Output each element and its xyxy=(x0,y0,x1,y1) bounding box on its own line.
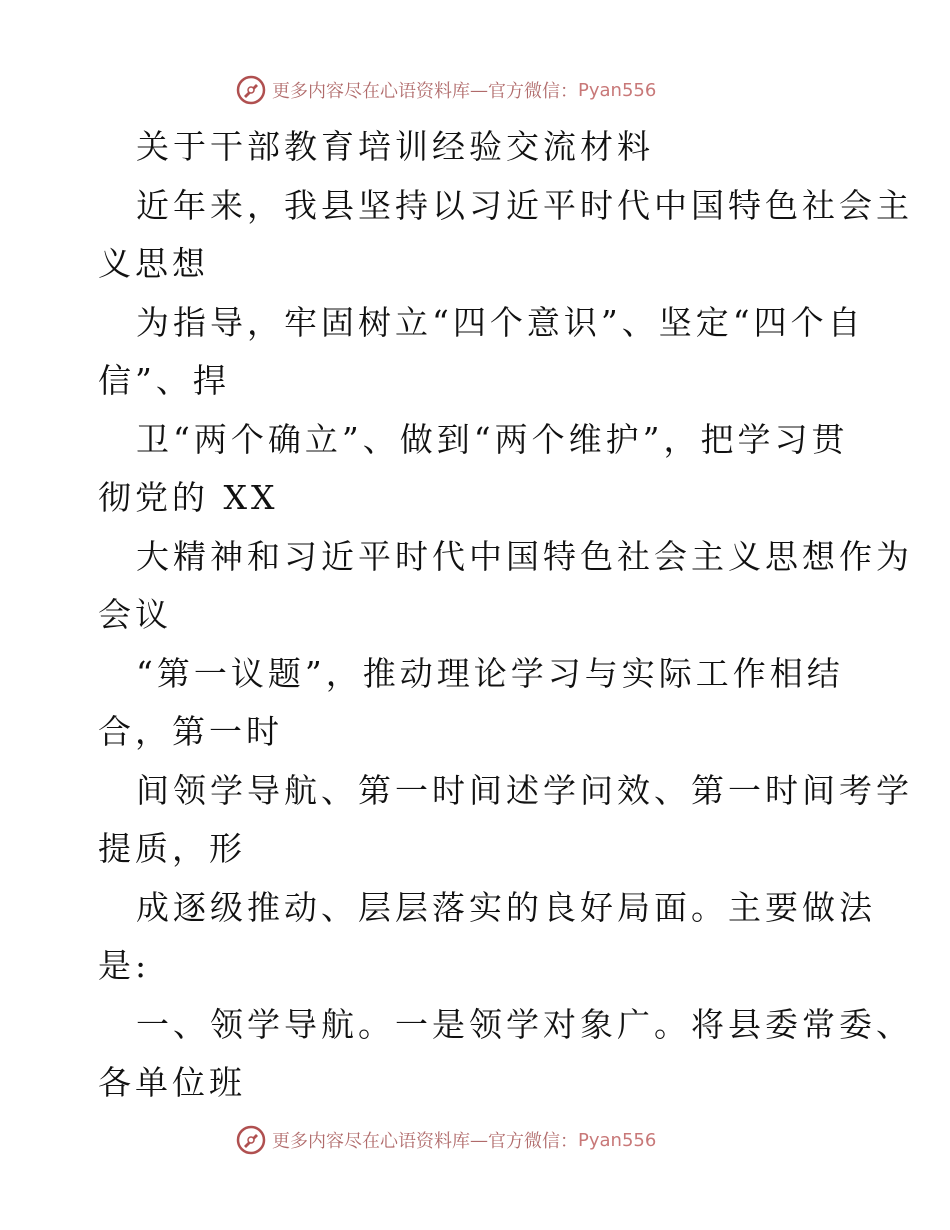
watermark-dash: — xyxy=(470,79,488,101)
paragraph-line: 是: xyxy=(98,946,151,985)
watermark-wechat-id: Pyan556 xyxy=(578,79,657,101)
paragraph-line: 一、领学导航。一是领学对象广。将县委常委、 xyxy=(136,1005,913,1044)
watermark-dash: — xyxy=(470,1129,488,1151)
watermark-text: 更多内容尽在心语资料库 xyxy=(272,1131,470,1152)
watermark-wechat-id: Pyan556 xyxy=(578,1129,657,1151)
document-title: 关于干部教育培训经验交流材料 xyxy=(136,127,654,166)
paragraph-line: 会议 xyxy=(98,595,172,634)
pen-logo-icon xyxy=(236,75,266,105)
paragraph-line: 大精神和习近平时代中国特色社会主义思想作为 xyxy=(136,537,913,576)
paragraph-line: 合，第一时 xyxy=(98,712,283,751)
footer-watermark xyxy=(236,1122,756,1158)
paragraph-line: 近年来，我县坚持以习近平时代中国特色社会主 xyxy=(136,186,913,225)
paragraph-line: 各单位班 xyxy=(98,1063,246,1102)
watermark-suffix: 官方微信： xyxy=(488,81,578,102)
paragraph-line: 成逐级推动、层层落实的良好局面。主要做法 xyxy=(136,888,876,927)
pen-logo-icon xyxy=(236,1125,266,1155)
paragraph-line: 卫“两个确立”、做到“两个维护”，把学习贯 xyxy=(136,420,849,459)
paragraph-line: 为指导，牢固树立“四个意识”、坚定“四个自 xyxy=(136,303,865,342)
paragraph-line: 提质，形 xyxy=(98,829,246,868)
watermark-text: 更多内容尽在心语资料库 xyxy=(272,81,470,102)
paragraph-line: 义思想 xyxy=(98,244,209,283)
watermark-suffix: 官方微信： xyxy=(488,1131,578,1152)
paragraph-line: “第一议题”，推动理论学习与实际工作相结 xyxy=(136,654,844,693)
paragraph-line: 彻党的 XX xyxy=(98,478,279,517)
paragraph-line: 信”、捍 xyxy=(98,361,230,400)
paragraph-line: 间领学导航、第一时间述学问效、第一时间考学 xyxy=(136,771,913,810)
header-watermark xyxy=(236,72,756,108)
